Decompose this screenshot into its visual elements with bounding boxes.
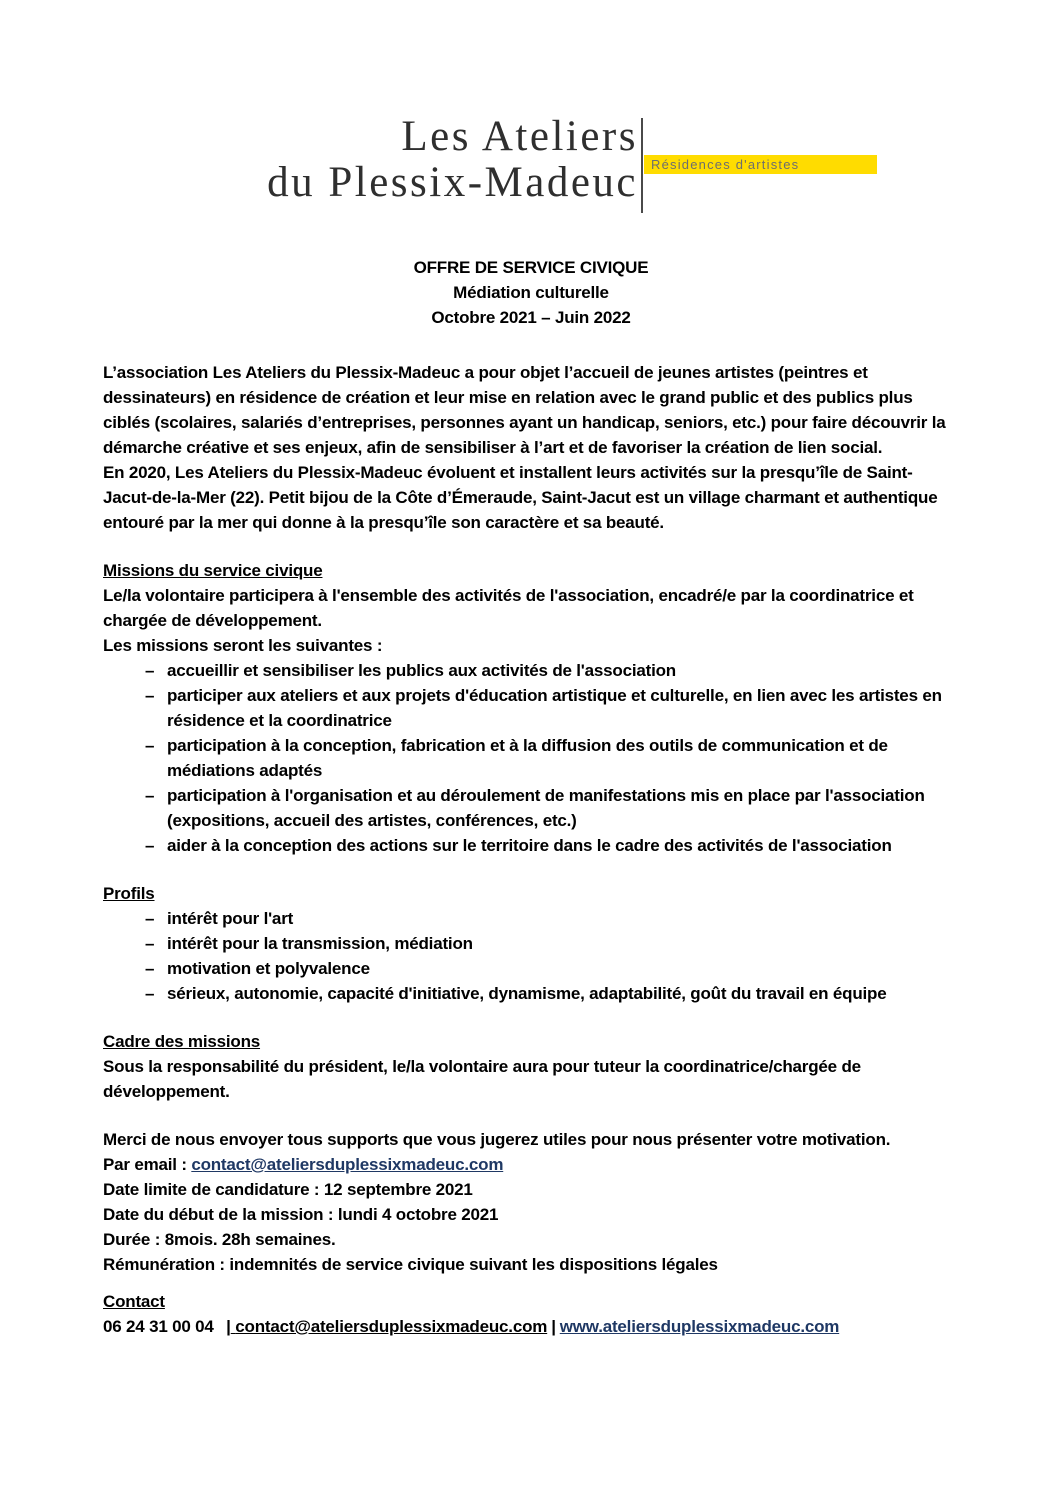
section-cadre bbox=[103, 1029, 959, 1104]
duration-line: Durée : 8mois. 28h semaines. bbox=[103, 1230, 336, 1249]
title-line-2: Médiation culturelle bbox=[453, 283, 609, 302]
document-body bbox=[103, 255, 959, 1339]
pipe-separator: | bbox=[551, 1317, 556, 1336]
contact-email-link[interactable]: | contact@ateliersduplessixmadeuc.com bbox=[226, 1317, 548, 1336]
start-date-line: Date du début de la mission : lundi 4 octobre 2021 bbox=[103, 1205, 499, 1224]
mission-item: – participer aux ateliers et aux projets d'éducation artistique et culturelle, en lien avec les artistes en résidence et la coordinatrice bbox=[103, 683, 959, 733]
candidature-email-link[interactable]: contact@ateliersduplessixmadeuc.com bbox=[191, 1155, 504, 1174]
profil-item: – motivation et polyvalence bbox=[103, 956, 959, 981]
missions-paragraph-2: Les missions seront les suivantes : bbox=[103, 636, 383, 655]
section-missions bbox=[103, 558, 959, 858]
pipe-separator: | bbox=[226, 1317, 231, 1336]
intro-paragraph-2: En 2020, Les Ateliers du Plessix-Madeuc évoluent et installent leurs activités sur la presqu’île de Saint-Jacut-de-la-Mer (22). Petit bijou de la Côte d’Émeraude, Saint-Jacut est un village charmant et authentique entouré par la mer qui donne à la presqu’île son caractère et sa beauté. bbox=[103, 463, 938, 532]
profils-heading: Profils bbox=[103, 884, 155, 903]
phone-number: 06 24 31 00 04 bbox=[103, 1317, 214, 1336]
email-line bbox=[103, 1152, 959, 1177]
mission-item: – participation à l'organisation et au déroulement de manifestations mis en place par l'association (expositions, accueil des artistes, conférences, etc.) bbox=[103, 783, 959, 833]
logo-divider-line bbox=[641, 118, 643, 213]
mission-item: – participation à la conception, fabrication et à la diffusion des outils de communication et de médiations adaptés bbox=[103, 733, 959, 783]
section-contact bbox=[103, 1289, 959, 1339]
missions-list bbox=[103, 658, 959, 858]
profils-list bbox=[103, 906, 959, 1006]
cadre-body: Sous la responsabilité du président, le/la volontaire aura pour tuteur la coordinatrice/chargée de développement. bbox=[103, 1057, 861, 1101]
section-candidature bbox=[103, 1127, 959, 1277]
deadline-line: Date limite de candidature : 12 septembre 2021 bbox=[103, 1180, 473, 1199]
profil-item: – sérieux, autonomie, capacité d'initiative, dynamisme, adaptabilité, goût du travail en équipe bbox=[103, 981, 959, 1006]
intro-paragraph-1: L’association Les Ateliers du Plessix-Madeuc a pour objet l’accueil de jeunes artistes (peintres et dessinateurs) en résidence de création et leur mise en relation avec le grand public et des publics plus ciblés (scolaires, salariés d’entreprises, personnes ayant un handicap, seniors, etc.) pour faire découvrir la démarche créative et ses enjeux, afin de sensibiliser à l’art et de favoriser la création de lien social. bbox=[103, 363, 946, 457]
logo-line-2: du Plessix-Madeuc bbox=[267, 159, 638, 206]
contact-line bbox=[103, 1314, 959, 1339]
candidature-intro: Merci de nous envoyer tous supports que vous jugerez utiles pour nous présenter votre motivation. bbox=[103, 1130, 891, 1149]
mission-item: – accueillir et sensibiliser les publics aux activités de l'association bbox=[103, 658, 959, 683]
title-line-3: Octobre 2021 – Juin 2022 bbox=[431, 308, 631, 327]
email-label: Par email : bbox=[103, 1155, 192, 1174]
missions-paragraph-1: Le/la volontaire participera à l'ensemble des activités de l'association, encadré/e par la coordinatrice et chargée de développement. bbox=[103, 586, 914, 630]
letterhead bbox=[0, 0, 1058, 230]
remuneration-line: Rémunération : indemnités de service civique suivant les dispositions légales bbox=[103, 1255, 718, 1274]
mission-item: – aider à la conception des actions sur le territoire dans le cadre des activités de l'association bbox=[103, 833, 959, 858]
website-link[interactable]: www.ateliersduplessixmadeuc.com bbox=[559, 1317, 840, 1336]
residences-banner: Résidences d'artistes bbox=[644, 155, 877, 174]
logo-wordmark bbox=[0, 114, 638, 206]
profil-item: – intérêt pour la transmission, médiation bbox=[103, 931, 959, 956]
missions-heading: Missions du service civique bbox=[103, 561, 323, 580]
doc-title bbox=[103, 255, 959, 330]
section-profils bbox=[103, 881, 959, 1006]
contact-heading: Contact bbox=[103, 1292, 165, 1311]
logo-line-1: Les Ateliers bbox=[401, 113, 638, 160]
title-line-1: OFFRE DE SERVICE CIVIQUE bbox=[413, 258, 649, 277]
profil-item: – intérêt pour l'art bbox=[103, 906, 959, 931]
intro-section bbox=[103, 360, 959, 535]
cadre-heading: Cadre des missions bbox=[103, 1032, 261, 1051]
